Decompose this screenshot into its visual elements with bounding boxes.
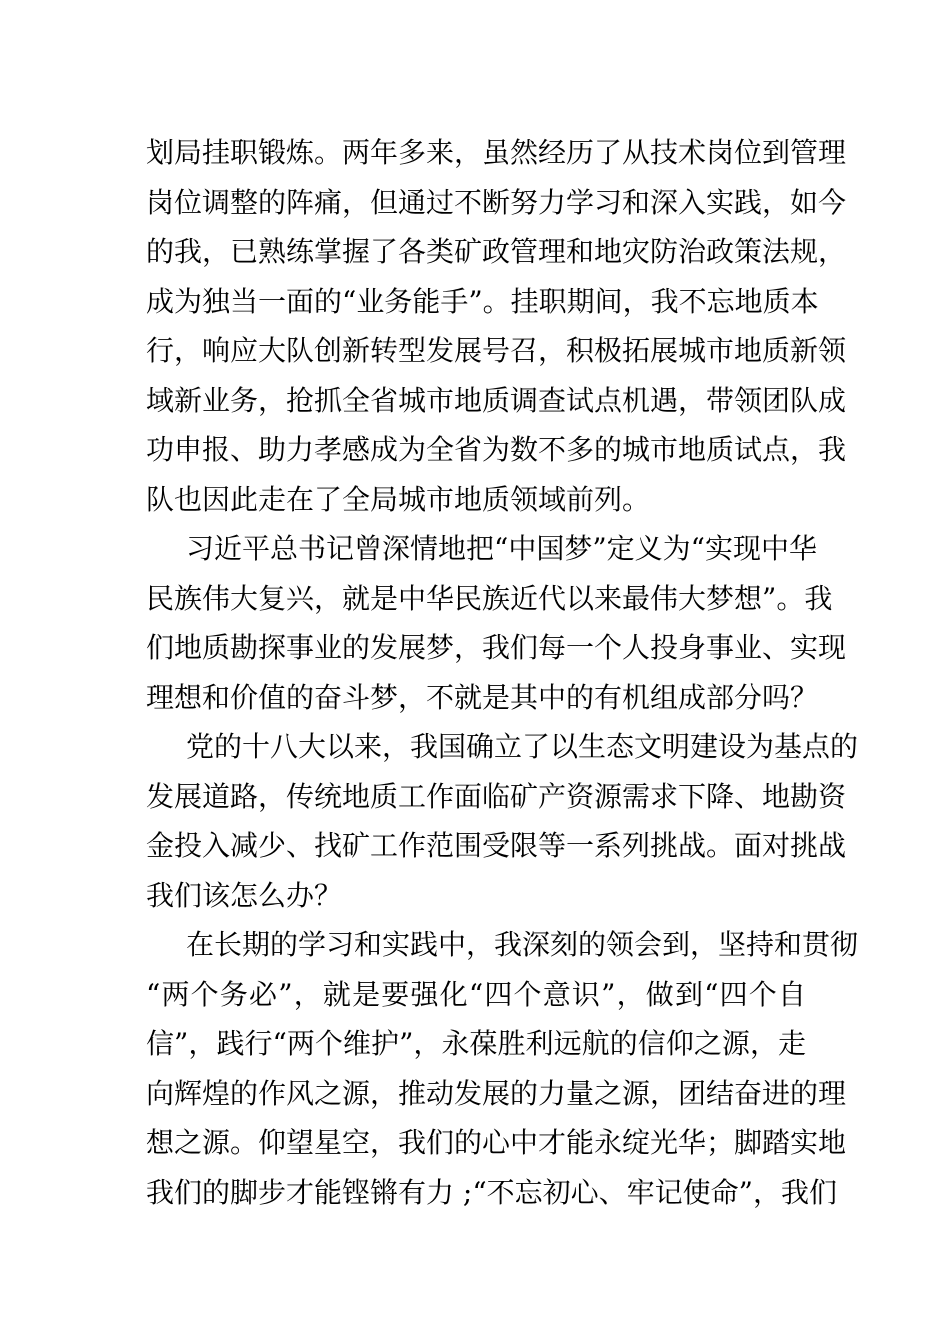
text-line: 我们的脚步才能铿锵有力 ;“不忘初心、牢记使命”，我们: [146, 1175, 837, 1209]
text-line: 想之源。仰望星空，我们的心中才能永绽光华；脚踏实地: [146, 1126, 847, 1159]
paragraph-3: [146, 722, 859, 920]
text-line: 金投入减少、找矿工作范围受限等一系列挑战。面对挑战: [146, 829, 847, 862]
paragraph-2: [146, 524, 847, 722]
text-line: 队也因此走在了全局城市地质领域前列。: [146, 482, 651, 516]
text-line: 功申报、助力孝感成为全省为数不多的城市地质试点，我: [146, 433, 847, 466]
text-line: 们地质勘探事业的发展梦，我们每一个人投身事业、实现: [146, 631, 847, 664]
text-line: 在长期的学习和实践中，我深刻的领会到，坚持和贯彻: [186, 928, 859, 961]
text-line: 划局挂职锻炼。两年多来，虽然经历了从技术岗位到管理: [146, 136, 847, 169]
text-line: “两个务必”，就是要强化“四个意识”，做到“四个自: [146, 977, 806, 1011]
text-line: 的我，已熟练掌握了各类矿政管理和地灾防治政策法规，: [146, 235, 847, 268]
body-text: [146, 128, 859, 1217]
text-line: 党的十八大以来，我国确立了以生态文明建设为基点的: [186, 730, 859, 763]
paragraph-4: [146, 920, 859, 1217]
text-line: 岗位调整的阵痛，但通过不断努力学习和深入实践，如今: [146, 185, 847, 219]
text-line: 成为独当一面的“业务能手”。挂职期间，我不忘地质本: [146, 284, 819, 318]
text-line: 理想和价值的奋斗梦，不就是其中的有机组成部分吗？: [146, 680, 819, 714]
text-line: 民族伟大复兴，就是中华民族近代以来最伟大梦想”。我: [146, 581, 833, 615]
text-line: 向辉煌的作风之源，推动发展的力量之源，团结奋进的理: [146, 1076, 847, 1110]
text-line: 习近平总书记曾深情地把“中国梦”定义为“实现中华: [186, 532, 817, 565]
text-line: 发展道路，传统地质工作面临矿产资源需求下降、地勘资: [146, 779, 847, 813]
text-line: 行，响应大队创新转型发展号召，积极拓展城市地质新领: [146, 334, 847, 367]
text-line: 我们该怎么办？: [146, 878, 343, 912]
paragraph-1: [146, 128, 847, 524]
text-line: 域新业务，抢抓全省城市地质调查试点机遇，带领团队成: [146, 383, 847, 417]
text-line: 信”，践行“两个维护”，永葆胜利远航的信仰之源，走: [146, 1027, 806, 1060]
